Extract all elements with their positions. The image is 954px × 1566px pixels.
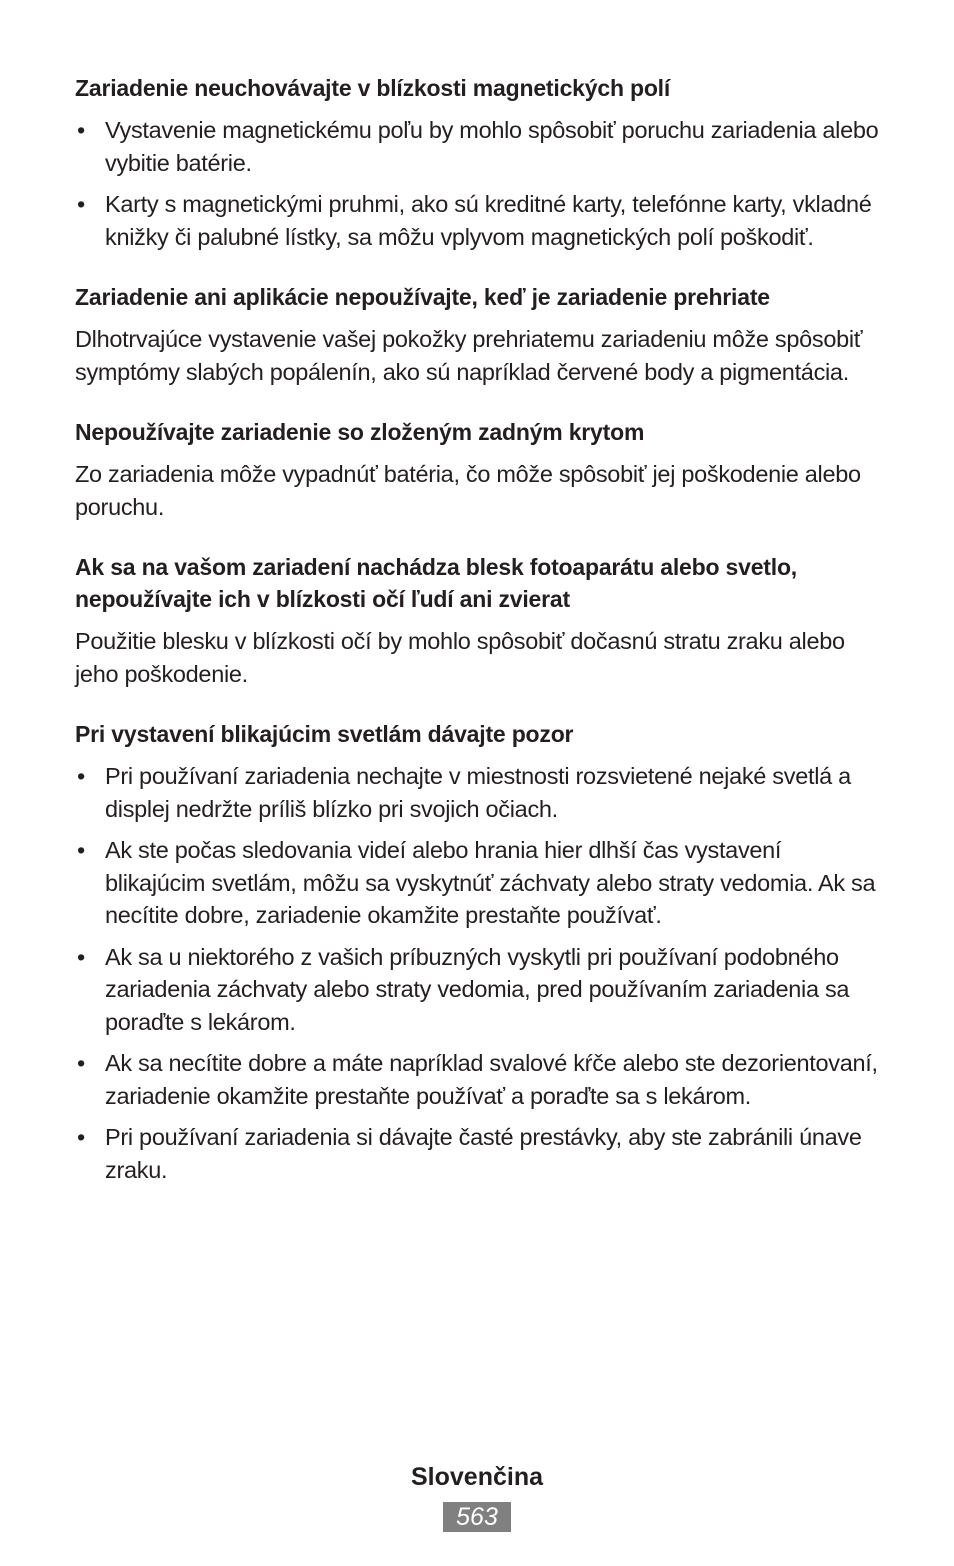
section-flash-light [75,551,880,690]
bullet-icon: • [77,763,85,789]
section-paragraph: Použitie blesku v blízkosti očí by mohlo spôsobiť dočasnú stratu zraku alebo jeho poškodenie. [75,628,845,687]
bullet-icon: • [77,1050,85,1076]
bullet-icon: • [77,1124,85,1150]
section-overheating [75,281,880,388]
list-item [75,834,880,932]
section-heading: Ak sa na vašom zariadení nachádza blesk fotoaparátu alebo svetlo, nepoužívajte ich v blízkosti očí ľudí ani zvierat [75,554,797,612]
list-item [75,1121,880,1186]
list-item [75,188,880,253]
document-body [75,72,880,1214]
bullet-icon: • [77,191,85,217]
list-item [75,941,880,1039]
page-footer [0,1460,954,1532]
bullet-icon: • [77,943,85,970]
bullet-list [75,114,880,253]
section-back-cover [75,416,880,523]
section-paragraph: Dlhotrvajúce vystavenie vašej pokožky prehriatemu zariadeniu môže spôsobiť symptómy slabých popálenín, ako sú napríklad červené body a pigmentácia. [75,326,863,385]
section-heading: Nepoužívajte zariadenie so zloženým zadným krytom [75,419,645,445]
section-heading: Zariadenie neuchovávajte v blízkosti magnetických polí [75,75,671,101]
list-item-text: Karty s magnetickými pruhmi, ako sú kreditné karty, telefónne karty, vkladné knižky či palubné lístky, sa môžu vplyvom magnetických polí poškodiť. [105,191,872,250]
bullet-list [75,760,880,1186]
list-item-text: Pri používaní zariadenia nechajte v miestnosti rozsvietené nejaké svetlá a displej nedržte príliš blízko pri svojich očiach. [105,763,851,822]
list-item-text: Ak sa u niektorého z vašich príbuzných vyskytli pri používaní podobného zariadenia záchvaty alebo straty vedomia, pred používaním zariadenia sa poraďte s lekárom. [105,943,850,1035]
list-item-text: Vystavenie magnetickému poľu by mohlo spôsobiť poruchu zariadenia alebo vybitie batérie. [105,117,879,176]
section-heading: Pri vystavení blikajúcim svetlám dávajte pozor [75,721,574,747]
page-number-badge: 563 [443,1502,511,1532]
footer-language: Slovenčina [411,1463,543,1491]
bullet-icon: • [77,837,85,863]
section-paragraph: Zo zariadenia môže vypadnúť batéria, čo môže spôsobiť jej poškodenie alebo poruchu. [75,461,861,520]
list-item-text: Ak sa necítite dobre a máte napríklad svalové kŕče alebo ste dezorientovaní, zariadenie okamžite prestaňte používať a poraďte sa s lekárom. [105,1050,878,1109]
section-heading: Zariadenie ani aplikácie nepoužívajte, keď je zariadenie prehriate [75,284,770,310]
bullet-icon: • [77,117,85,143]
list-item-text: Ak ste počas sledovania videí alebo hrania hier dlhší čas vystavení blikajúcim svetlám, môžu sa vyskytnúť záchvaty alebo straty vedomia. Ak sa necítite dobre, zariadenie okamžite prestaňte používať. [105,837,876,928]
section-flashing-lights [75,718,880,1186]
list-item [75,1047,880,1112]
list-item [75,114,880,179]
list-item [75,760,880,825]
section-magnetic-fields [75,72,880,253]
list-item-text: Pri používaní zariadenia si dávajte časté prestávky, aby ste zabránili únave zraku. [105,1124,862,1183]
